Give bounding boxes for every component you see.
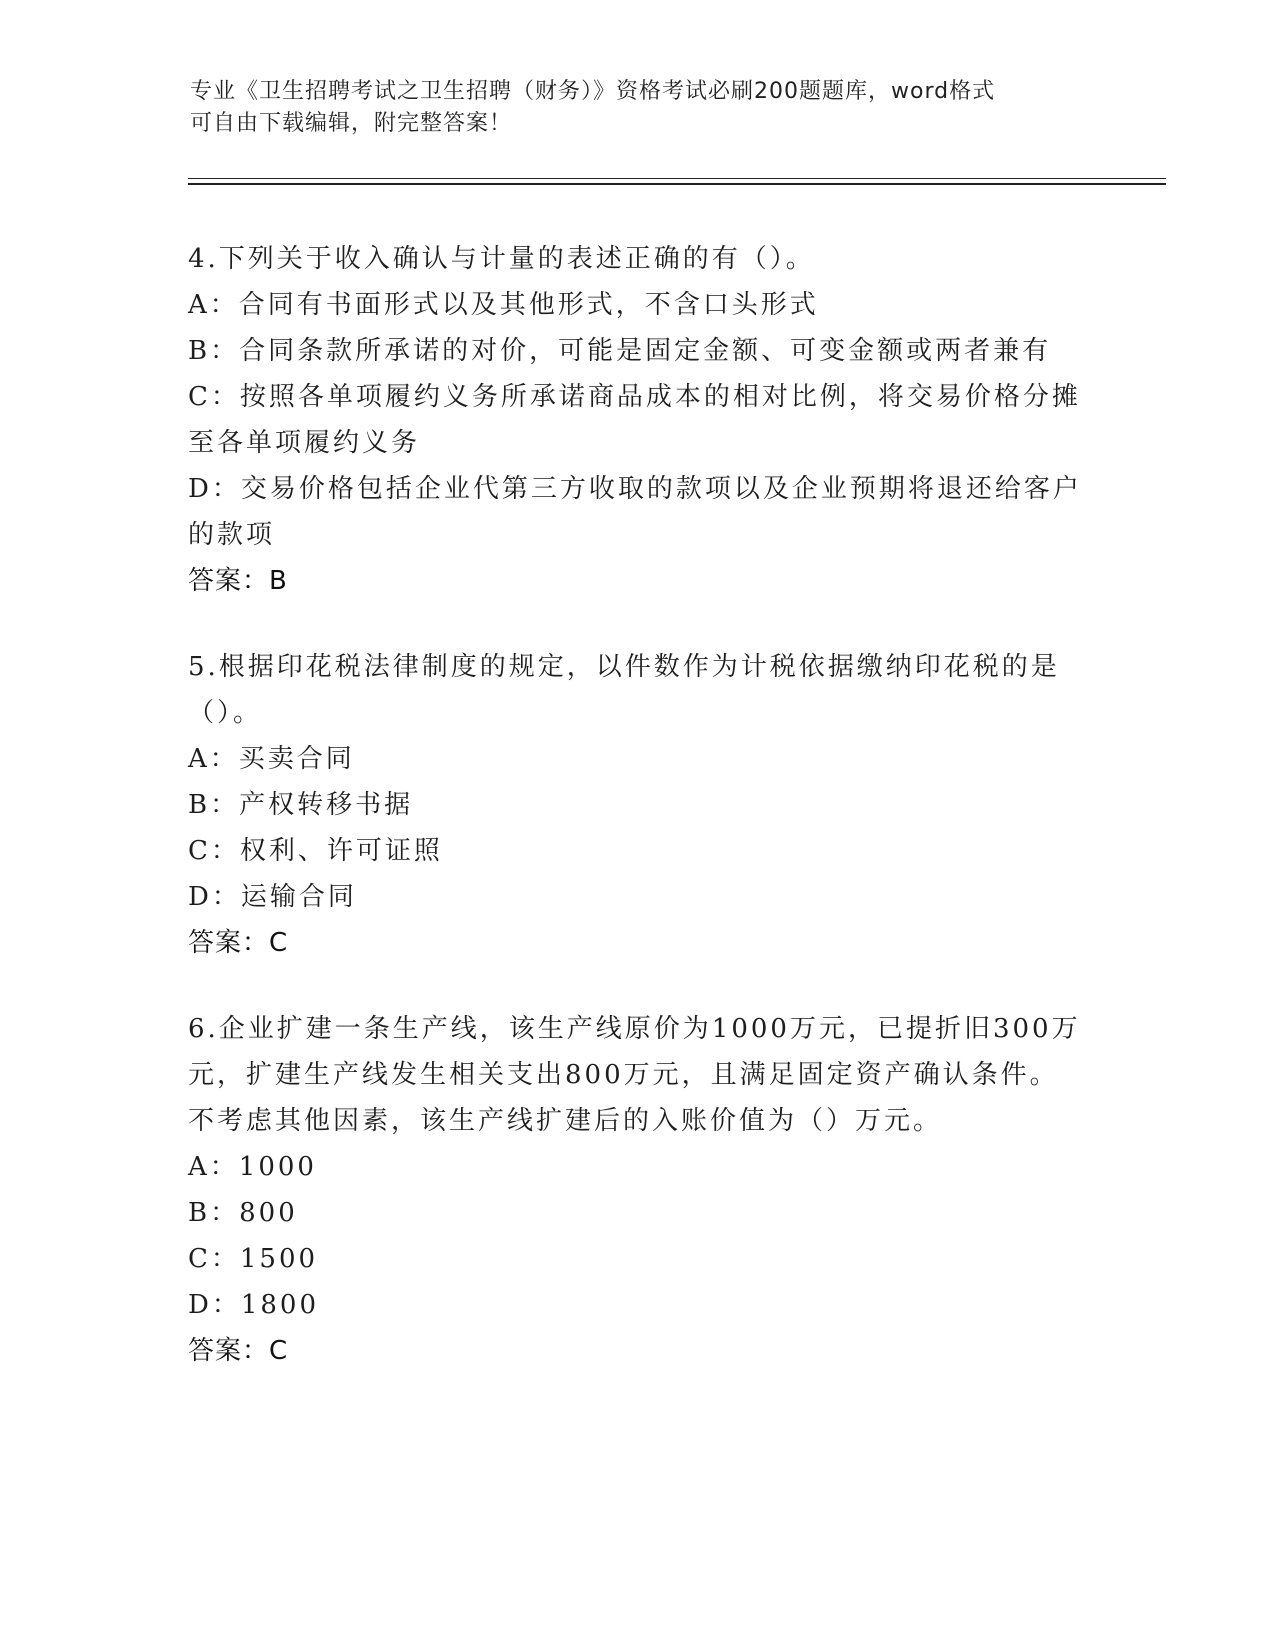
option-d: D：交易价格包括企业代第三方收取的款项以及企业预期将退还给客户 (188, 474, 1082, 504)
option-b: B：合同条款所承诺的对价，可能是固定金额、可变金额或两者兼有 (188, 336, 1052, 366)
option-b: B：800 (188, 1198, 298, 1228)
option-c: C：1500 (188, 1244, 319, 1274)
header-line-1: 专业《卫生招聘考试之卫生招聘（财务）》资格考试必刷200题题库，word格式 (190, 79, 996, 104)
question-4 (188, 236, 1088, 604)
option-a: A：合同有书面形式以及其他形式，不含口头形式 (188, 290, 819, 320)
option-b: B：产权转移书据 (188, 790, 414, 820)
answer-line: 答案：C (188, 1336, 289, 1366)
option-d: D：1800 (188, 1290, 320, 1320)
question-stem-continued: （）。 (188, 698, 263, 728)
option-c: C：按照各单项履约义务所承诺商品成本的相对比例，将交易价格分摊 (188, 382, 1081, 412)
question-stem: 6.企业扩建一条生产线，该生产线原价为1000万元，已提折旧300万 (188, 1014, 1081, 1044)
option-d-continued: 的款项 (188, 520, 276, 550)
question-stem-continued: 元，扩建生产线发生相关支出800万元，且满足固定资产确认条件。 (188, 1060, 1059, 1090)
question-list (188, 236, 1088, 1414)
answer-line: 答案：B (188, 566, 288, 596)
header-divider-thin (188, 178, 1166, 179)
question-stem: 4.下列关于收入确认与计量的表述正确的有（）。 (188, 244, 815, 274)
option-a: A：1000 (188, 1152, 317, 1182)
option-d: D：运输合同 (188, 882, 357, 912)
header-divider-thick (188, 183, 1166, 185)
question-stem: 5.根据印花税法律制度的规定，以件数作为计税依据缴纳印花税的是 (188, 652, 1060, 682)
document-header (190, 76, 1090, 140)
option-c: C：权利、许可证照 (188, 836, 443, 866)
option-a: A：买卖合同 (188, 744, 355, 774)
question-stem-continued: 不考虑其他因素，该生产线扩建后的入账价值为（）万元。 (188, 1106, 943, 1136)
header-line-2: 可自由下载编辑，附完整答案！ (190, 111, 513, 136)
question-6 (188, 1006, 1088, 1374)
answer-line: 答案：C (188, 928, 289, 958)
option-c-continued: 至各单项履约义务 (188, 428, 421, 458)
question-5 (188, 644, 1088, 966)
